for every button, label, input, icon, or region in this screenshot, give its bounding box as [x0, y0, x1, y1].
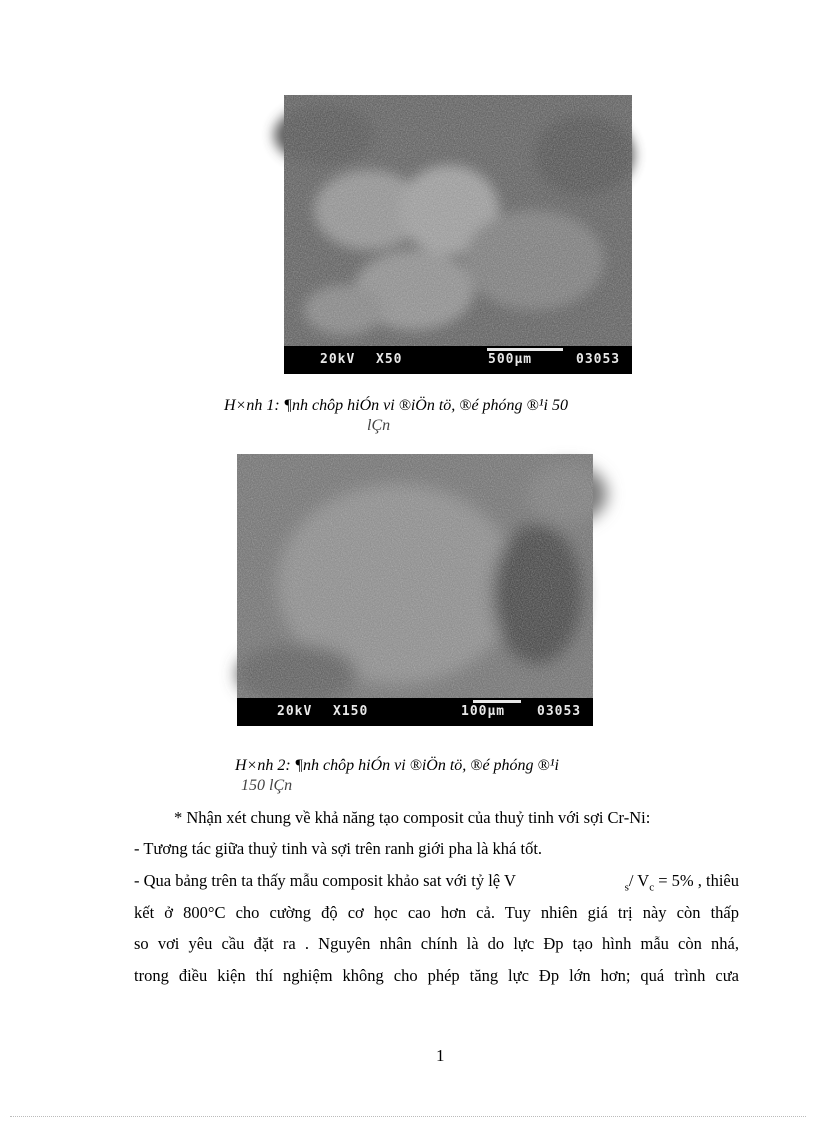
figure-caption-1-overflow — [367, 417, 391, 434]
subscript-s: s — [624, 881, 629, 894]
scale-label: 100µm — [461, 704, 506, 719]
ratio-text-start: - Qua bảng trên ta thấy mẫu composit khảo sat với tỷ lệ V — [134, 871, 516, 890]
scale-line — [473, 700, 521, 703]
subscript-c: c — [649, 881, 655, 894]
scale-label: 500µm — [488, 352, 533, 367]
figure-caption-2: H×nh 2: ¶nh chôp hiÓn vi ®iÖn tö, ®é phóng ®¹i — [235, 757, 559, 774]
micrograph-2 — [237, 454, 593, 698]
sem-image-2 — [237, 454, 593, 726]
ratio-mid: / V — [628, 871, 650, 890]
page-bottom-divider — [10, 1116, 806, 1117]
micrograph-1 — [284, 95, 632, 346]
figure-caption-1: H×nh 1: ¶nh chôp hiÓn vi ®iÖn tö, ®é phóng ®¹i 50 — [224, 397, 568, 414]
caption-overflow-text: 150 lÇn — [241, 777, 293, 794]
paragraph-line-interaction: - Tương tác giữa thuỷ tinh và sợi trên ranh giới pha là khá tốt. — [134, 839, 543, 858]
sem-image-1 — [284, 95, 632, 374]
magnification-label: X150 — [333, 704, 369, 719]
magnification-label: X50 — [376, 352, 403, 367]
paragraph-line-sintering: kết ở 800°C cho cường độ cơ học cao hơn cả. Tuy nhiên giá trị này còn thấp — [134, 903, 739, 922]
image-code: 03053 — [576, 352, 621, 367]
ratio-end: = 5% , thiêu — [654, 871, 739, 890]
paragraph-line-conditions: trong điều kiện thí nghiệm không cho phép tăng lực Đp lớn hơn; quá trình cưa — [134, 966, 739, 985]
scale-line — [487, 348, 563, 351]
page-number: 1 — [436, 1046, 445, 1065]
image-code: 03053 — [537, 704, 582, 719]
paragraph-remark-heading: * Nhận xét chung về khả năng tạo composit của thuỷ tinh với sợi Cr-Ni: — [174, 808, 651, 827]
scale-bar-2 — [237, 698, 593, 726]
paragraph-line-cause: so vơi yêu cầu đặt ra . Nguyên nhân chính là do lực Đp tạo hình mẫu còn nhá, — [134, 934, 739, 953]
caption-overflow-text: lÇn — [367, 417, 391, 434]
figure-caption-2-overflow — [241, 777, 293, 794]
voltage-label: 20kV — [277, 704, 313, 719]
scale-bar-1 — [284, 346, 632, 374]
voltage-label: 20kV — [320, 352, 356, 367]
